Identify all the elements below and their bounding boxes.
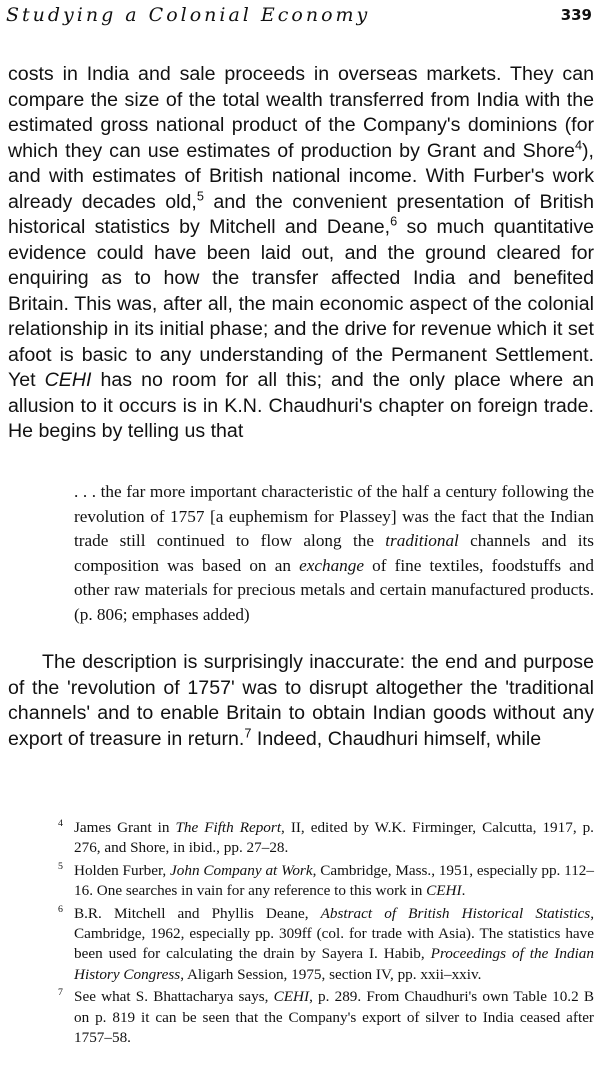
footnote-title: Abstract of British Historical Statistics — [320, 904, 591, 922]
p1-cehi: CEHI — [44, 369, 92, 391]
footnote-ref-5[interactable]: 5 — [196, 187, 204, 203]
footnote-text: James Grant in — [74, 819, 176, 836]
p1-text-5: has no room for all this; and the only place where an allusion to it occurs is in K.N. Chaudhuri's chapter on foreign trade. He begins by telling us that — [8, 369, 594, 442]
footnotes — [58, 818, 594, 1050]
quote-text-3: of fine textiles, foodstuffs and other raw materials for precious metals and certain manufactured products. (p. 806; emphases added) — [74, 555, 594, 624]
footnote-text: , Aligarh Session, 1975, section IV, pp. xxii–xxiv. — [180, 965, 482, 983]
footnote-4 — [58, 818, 594, 859]
block-quote — [74, 480, 594, 627]
page-number: 339 — [560, 6, 592, 24]
quote-emph-traditional: traditional — [385, 531, 459, 550]
running-head-title: Studying a Colonial Economy — [6, 4, 371, 26]
running-head — [6, 4, 592, 28]
quote-text-2: channels and its composition was based on an — [74, 531, 594, 575]
footnote-5 — [58, 861, 594, 902]
footnote-text: . — [461, 882, 466, 900]
footnote-text: B.R. Mitchell and Phyllis Deane, — [74, 904, 321, 922]
footnote-text: , II, edited by W.K. Firminger, Calcutta, 1917, p. 276, and Shore, in ibid., pp. 27–28. — [74, 819, 594, 857]
footnote-number: 7 — [58, 987, 63, 999]
footnote-ref-4[interactable]: 4 — [574, 136, 583, 152]
footnote-title: The Fifth Report — [175, 819, 282, 836]
footnote-title: Proceedings of the Indian History Congress — [74, 945, 594, 983]
footnote-6 — [58, 904, 594, 986]
p2-text-1: The description is surprisingly inaccurate: the end and purpose of the 'revolution of 1757' was to disrupt altogether the 'traditional channels' and to enable Britain to obtain Indian goods without any export of treasure in return. — [8, 651, 594, 750]
footnote-ref-7[interactable]: 7 — [244, 724, 252, 740]
body-paragraph-2 — [8, 650, 594, 752]
footnote-7 — [58, 987, 594, 1048]
footnote-title: John Company at Work — [170, 861, 313, 879]
body-paragraph-1 — [8, 62, 594, 445]
p1-text-4: so much quantitative evidence could have been laid out, and the ground cleared for enquiring as to how the transfer affected India and benefited Britain. This was, after all, the main economic aspect of the colonial relationship in its initial phase; and the drive for revenue which it set afoot is basic to any understanding of the Permanent Settlement. Yet — [8, 216, 595, 391]
footnote-text: Holden Furber, — [74, 861, 171, 879]
footnote-number: 6 — [58, 903, 63, 915]
footnote-title: CEHI — [273, 988, 310, 1006]
footnote-number: 5 — [58, 860, 63, 872]
p2-text-2: Indeed, Chaudhuri himself, while — [251, 727, 542, 750]
footnote-title: CEHI — [426, 882, 462, 900]
footnote-text: , Cambridge, 1962, especially pp. 309ff (col. for trade with Asia). The statistics have been used for calculating the drain by Sayera I. Habib, — [74, 904, 594, 963]
p1-text-2: ), and with estimates of British national income. With Furber's work already decades old, — [8, 139, 594, 213]
p1-text-3: and the convenient presentation of British historical statistics by Mitchell and Deane, — [8, 190, 594, 238]
p1-text-1: costs in India and sale proceeds in overseas markets. They can compare the size of the total wealth transferred from India with the estimated gross national product of the Company's dominions (for which they can use estimates of production by Grant and Shore — [8, 63, 594, 162]
quote-text-1: . . . the far more important characteristic of the half a century following the revolution of 1757 [a euphemism for Plassey] was the fact that the Indian trade still continued to flow along the — [74, 482, 594, 550]
footnote-ref-6[interactable]: 6 — [390, 213, 398, 229]
footnote-number: 4 — [58, 817, 63, 829]
footnote-text: , Cambridge, Mass., 1951, especially pp. 112–16. One searches in vain for any reference to this work in — [74, 861, 594, 900]
footnote-text: , p. 289. From Chaudhuri's own Table 10.2 B on p. 819 it can be seen that the Company's export of silver to India ceased after 1757–58. — [74, 988, 594, 1047]
quote-emph-exchange: exchange — [299, 555, 364, 575]
footnote-text: See what S. Bhattacharya says, — [74, 988, 274, 1006]
